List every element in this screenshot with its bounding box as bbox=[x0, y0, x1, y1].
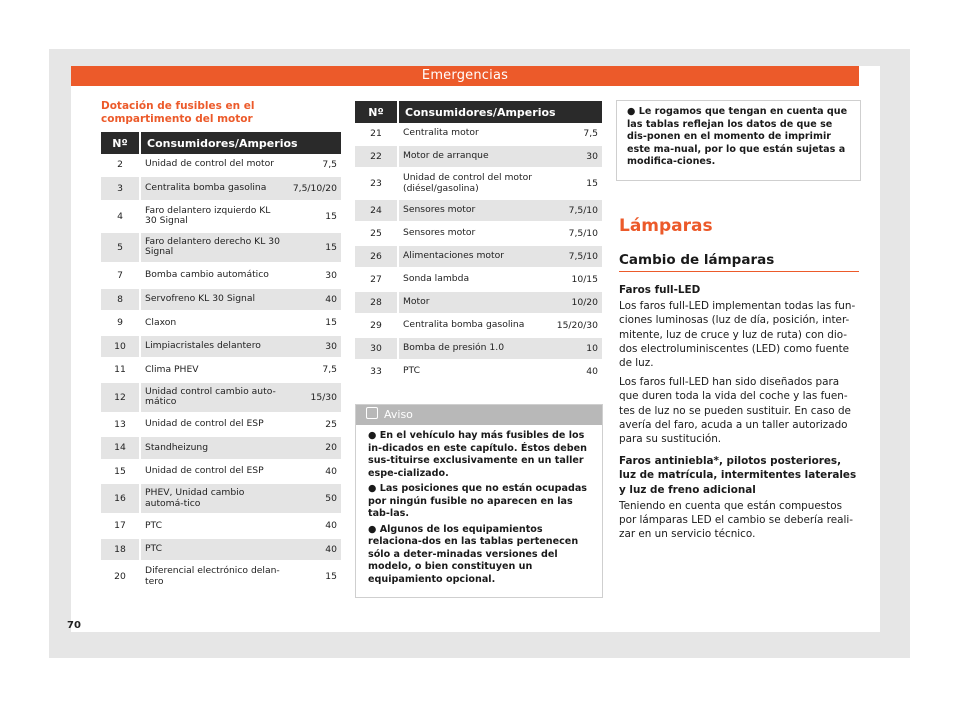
cell-amp: 40 bbox=[289, 539, 341, 563]
aviso-header bbox=[356, 405, 602, 425]
cell-n: 30 bbox=[355, 338, 399, 361]
cell-desc: PTC bbox=[141, 539, 289, 563]
cell-amp: 10 bbox=[546, 338, 602, 361]
cell-desc: Motor bbox=[399, 292, 546, 315]
aviso-item: ● Algunos de los equipamientos relaciona-dos en las tablas pertenecen sólo a deter-minadas versiones del modelo, o bien constituyen un equipamiento opcional. bbox=[368, 523, 579, 585]
cell-desc: Unidad de control del ESP bbox=[141, 461, 289, 485]
table-row bbox=[355, 123, 602, 146]
table-row bbox=[101, 264, 341, 289]
page-number: 70 bbox=[67, 620, 81, 631]
table-row bbox=[101, 336, 341, 360]
cell-amp: 10/15 bbox=[546, 269, 602, 292]
table-row bbox=[355, 223, 602, 246]
table-row bbox=[101, 484, 341, 515]
cell-desc: Sensores motor bbox=[399, 200, 546, 223]
cell-desc: Unidad de control del motor bbox=[141, 154, 289, 177]
cell-amp: 15 bbox=[289, 312, 341, 336]
cell-n: 22 bbox=[355, 146, 399, 169]
cell-n: 16 bbox=[101, 484, 141, 515]
cell-desc: Faro delantero derecho KL 30 Signal bbox=[141, 233, 289, 264]
aviso-box bbox=[355, 404, 603, 598]
cell-n: 20 bbox=[101, 562, 141, 593]
cell-n: 24 bbox=[355, 200, 399, 223]
cell-n: 4 bbox=[101, 202, 141, 233]
cell-desc: Centralita motor bbox=[399, 123, 546, 146]
table-row bbox=[355, 338, 602, 361]
lamp-body bbox=[619, 283, 861, 546]
cell-n: 13 bbox=[101, 414, 141, 438]
cell-amp: 30 bbox=[289, 336, 341, 360]
cell-n: 23 bbox=[355, 169, 399, 200]
cell-n: 18 bbox=[101, 539, 141, 563]
cell-n: 8 bbox=[101, 289, 141, 313]
cell-n: 17 bbox=[101, 515, 141, 539]
cell-n: 27 bbox=[355, 269, 399, 292]
table-row bbox=[355, 146, 602, 169]
cell-n: 26 bbox=[355, 246, 399, 269]
cell-amp: 7,5/10 bbox=[546, 246, 602, 269]
cell-amp: 7,5/10/20 bbox=[289, 177, 341, 202]
cell-amp: 7,5/10 bbox=[546, 223, 602, 246]
table-row bbox=[101, 515, 341, 539]
cell-n: 33 bbox=[355, 361, 399, 384]
table-row bbox=[355, 246, 602, 269]
cell-n: 3 bbox=[101, 177, 141, 202]
cell-amp: 7,5/10 bbox=[546, 200, 602, 223]
table-row bbox=[101, 177, 341, 202]
cell-amp: 40 bbox=[289, 515, 341, 539]
cell-n: 5 bbox=[101, 233, 141, 264]
antiniebla-paragraph: Teniendo en cuenta que están compuestos por lámparas LED el cambio se debería reali-zar en un servicio técnico. bbox=[619, 499, 854, 541]
cell-amp: 10/20 bbox=[546, 292, 602, 315]
info-icon bbox=[366, 407, 378, 419]
table-row bbox=[101, 562, 341, 593]
cell-desc: PHEV, Unidad cambio automá-tico bbox=[141, 484, 289, 515]
cell-desc: Diferencial electrónico delan-tero bbox=[141, 562, 289, 593]
fuse-section-title: Dotación de fusibles en el compartimento del motor bbox=[101, 100, 255, 125]
col-header-number: Nº bbox=[101, 132, 141, 154]
table-row bbox=[101, 414, 341, 438]
cell-amp: 15 bbox=[289, 233, 341, 264]
cell-n: 21 bbox=[355, 123, 399, 146]
cell-n: 12 bbox=[101, 383, 141, 414]
table-row bbox=[355, 315, 602, 338]
cell-desc: Alimentaciones motor bbox=[399, 246, 546, 269]
table-row bbox=[355, 361, 602, 384]
cell-n: 9 bbox=[101, 312, 141, 336]
cell-desc: Motor de arranque bbox=[399, 146, 546, 169]
cell-desc: PTC bbox=[141, 515, 289, 539]
faros-paragraph-2: Los faros full-LED han sido diseñados para que duren toda la vida del coche y las fuen-tes de luz no se pueden sustituir. En caso de avería del faro, acuda a un taller autorizado para su sustitución. bbox=[619, 376, 851, 446]
cell-desc: Faro delantero izquierdo KL 30 Signal bbox=[141, 202, 289, 233]
col-header-consumers: Consumidores/Amperios bbox=[141, 132, 341, 154]
cell-amp: 40 bbox=[289, 461, 341, 485]
table-row bbox=[101, 312, 341, 336]
cell-desc: Unidad de control del ESP bbox=[141, 414, 289, 438]
cell-desc: Centralita bomba gasolina bbox=[399, 315, 546, 338]
cell-n: 14 bbox=[101, 437, 141, 461]
table-row bbox=[101, 289, 341, 313]
cell-amp: 15 bbox=[546, 169, 602, 200]
cell-desc: Clima PHEV bbox=[141, 359, 289, 383]
cell-desc: Bomba cambio automático bbox=[141, 264, 289, 289]
cell-amp: 30 bbox=[289, 264, 341, 289]
cell-desc: Centralita bomba gasolina bbox=[141, 177, 289, 202]
cell-amp: 15/30 bbox=[289, 383, 341, 414]
cell-n: 25 bbox=[355, 223, 399, 246]
table-row bbox=[101, 359, 341, 383]
cell-desc: Sonda lambda bbox=[399, 269, 546, 292]
table-row bbox=[101, 202, 341, 233]
note-box bbox=[616, 100, 861, 181]
cell-desc: Servofreno KL 30 Signal bbox=[141, 289, 289, 313]
fuse-table-right bbox=[355, 101, 602, 384]
col-header-number: Nº bbox=[355, 101, 399, 123]
table-row bbox=[101, 233, 341, 264]
lamparas-heading: Lámparas bbox=[619, 216, 713, 236]
table-row bbox=[101, 154, 341, 177]
cell-desc: Unidad control cambio auto-mático bbox=[141, 383, 289, 414]
table-row bbox=[355, 200, 602, 223]
table-row bbox=[355, 169, 602, 200]
cell-amp: 30 bbox=[546, 146, 602, 169]
cell-desc: Claxon bbox=[141, 312, 289, 336]
cell-amp: 7,5 bbox=[289, 359, 341, 383]
antiniebla-title: Faros antiniebla*, pilotos posteriores, luz de matrícula, intermitentes laterales y luz de freno adicional bbox=[619, 455, 857, 496]
cell-n: 11 bbox=[101, 359, 141, 383]
cell-amp: 25 bbox=[289, 414, 341, 438]
cell-desc: Sensores motor bbox=[399, 223, 546, 246]
cell-amp: 7,5 bbox=[289, 154, 341, 177]
cell-n: 2 bbox=[101, 154, 141, 177]
col-header-consumers: Consumidores/Amperios bbox=[399, 101, 602, 123]
cell-desc: Limpiacristales delantero bbox=[141, 336, 289, 360]
chapter-header: Emergencias bbox=[71, 66, 859, 86]
cambio-subheading: Cambio de lámparas bbox=[619, 252, 775, 268]
cell-n: 7 bbox=[101, 264, 141, 289]
table-row bbox=[101, 383, 341, 414]
cell-n: 15 bbox=[101, 461, 141, 485]
fuse-table-left bbox=[101, 132, 341, 593]
cell-desc: Standheizung bbox=[141, 437, 289, 461]
aviso-title: Aviso bbox=[384, 408, 413, 421]
faros-title: Faros full-LED bbox=[619, 284, 701, 296]
cell-amp: 50 bbox=[289, 484, 341, 515]
cell-n: 28 bbox=[355, 292, 399, 315]
cell-amp: 15/20/30 bbox=[546, 315, 602, 338]
cell-amp: 40 bbox=[289, 289, 341, 313]
cell-desc: Bomba de presión 1.0 bbox=[399, 338, 546, 361]
table-row bbox=[101, 461, 341, 485]
cell-amp: 7,5 bbox=[546, 123, 602, 146]
table-row bbox=[355, 269, 602, 292]
table-row bbox=[101, 539, 341, 563]
table-row bbox=[355, 292, 602, 315]
cell-amp: 15 bbox=[289, 202, 341, 233]
cell-n: 10 bbox=[101, 336, 141, 360]
aviso-item: ● Las posiciones que no están ocupadas por ningún fusible no aparecen en las tab-las. bbox=[368, 483, 588, 519]
aviso-body bbox=[356, 425, 602, 586]
cell-amp: 40 bbox=[546, 361, 602, 384]
faros-paragraph-1: Los faros full-LED implementan todas las fun-ciones luminosas (luz de día, posición, inter-mitente, luz de cruce y luz de ruta) con dio-dos electroluminiscentes (LED) como fuente de luz. bbox=[619, 300, 856, 370]
heading-rule bbox=[619, 271, 859, 272]
table-row bbox=[101, 437, 341, 461]
cell-amp: 15 bbox=[289, 562, 341, 593]
note-text: ● Le rogamos que tengan en cuenta que las tablas reflejan los datos de que se dis-ponen en el momento de imprimir este ma-nual, por lo que están sujetas a modifica-ciones. bbox=[627, 106, 848, 167]
cell-desc: PTC bbox=[399, 361, 546, 384]
aviso-item: ● En el vehículo hay más fusibles de los in-dicados en este capítulo. Éstos deben sus-tituirse exclusivamente en un taller espe-cializado. bbox=[368, 430, 587, 479]
cell-amp: 20 bbox=[289, 437, 341, 461]
cell-n: 29 bbox=[355, 315, 399, 338]
cell-desc: Unidad de control del motor (diésel/gasolina) bbox=[399, 169, 546, 200]
